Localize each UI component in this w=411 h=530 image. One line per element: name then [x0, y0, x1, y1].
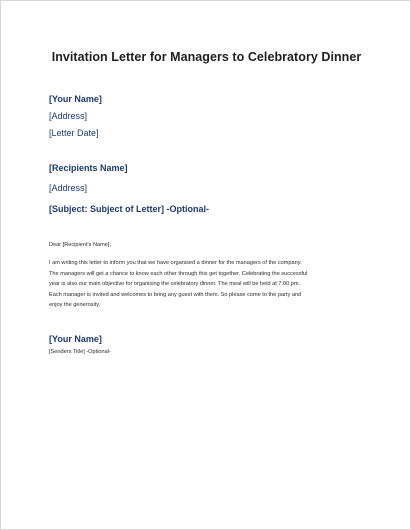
letter-date: [Letter Date]: [49, 128, 99, 138]
recipient-name: [Recipients Name]: [49, 163, 128, 173]
subject-line: [Subject: Subject of Letter] -Optional-: [49, 204, 209, 214]
salutation: Dear [Recipient's Name],: [49, 242, 112, 248]
body-line: enjoy the generosity.: [49, 302, 101, 309]
letter-body: [49, 258, 365, 311]
body-line: I am writing this letter to inform you that we have organised a dinner for the managers of the company.: [49, 260, 302, 266]
closing-name: [Your Name]: [49, 334, 102, 344]
body-line: The managers will get a chance to know each other through this get together. Celebrating the successful: [49, 270, 308, 277]
letter-title: Invitation Letter for Managers to Celebratory Dinner: [51, 50, 362, 64]
body-line: Each manager is invited and welcomes to bring any guest with them. So please come to the party and: [49, 291, 302, 298]
sender-address: [Address]: [49, 111, 88, 121]
recipient-address: [Address]: [49, 183, 88, 193]
body-line: year is also our main objective for organising the celebratory dinner. The meal will be held at 7:00 pm.: [49, 281, 301, 288]
closing-title: [Senders Title] -Optional-: [49, 349, 111, 355]
sender-name: [Your Name]: [49, 94, 102, 104]
